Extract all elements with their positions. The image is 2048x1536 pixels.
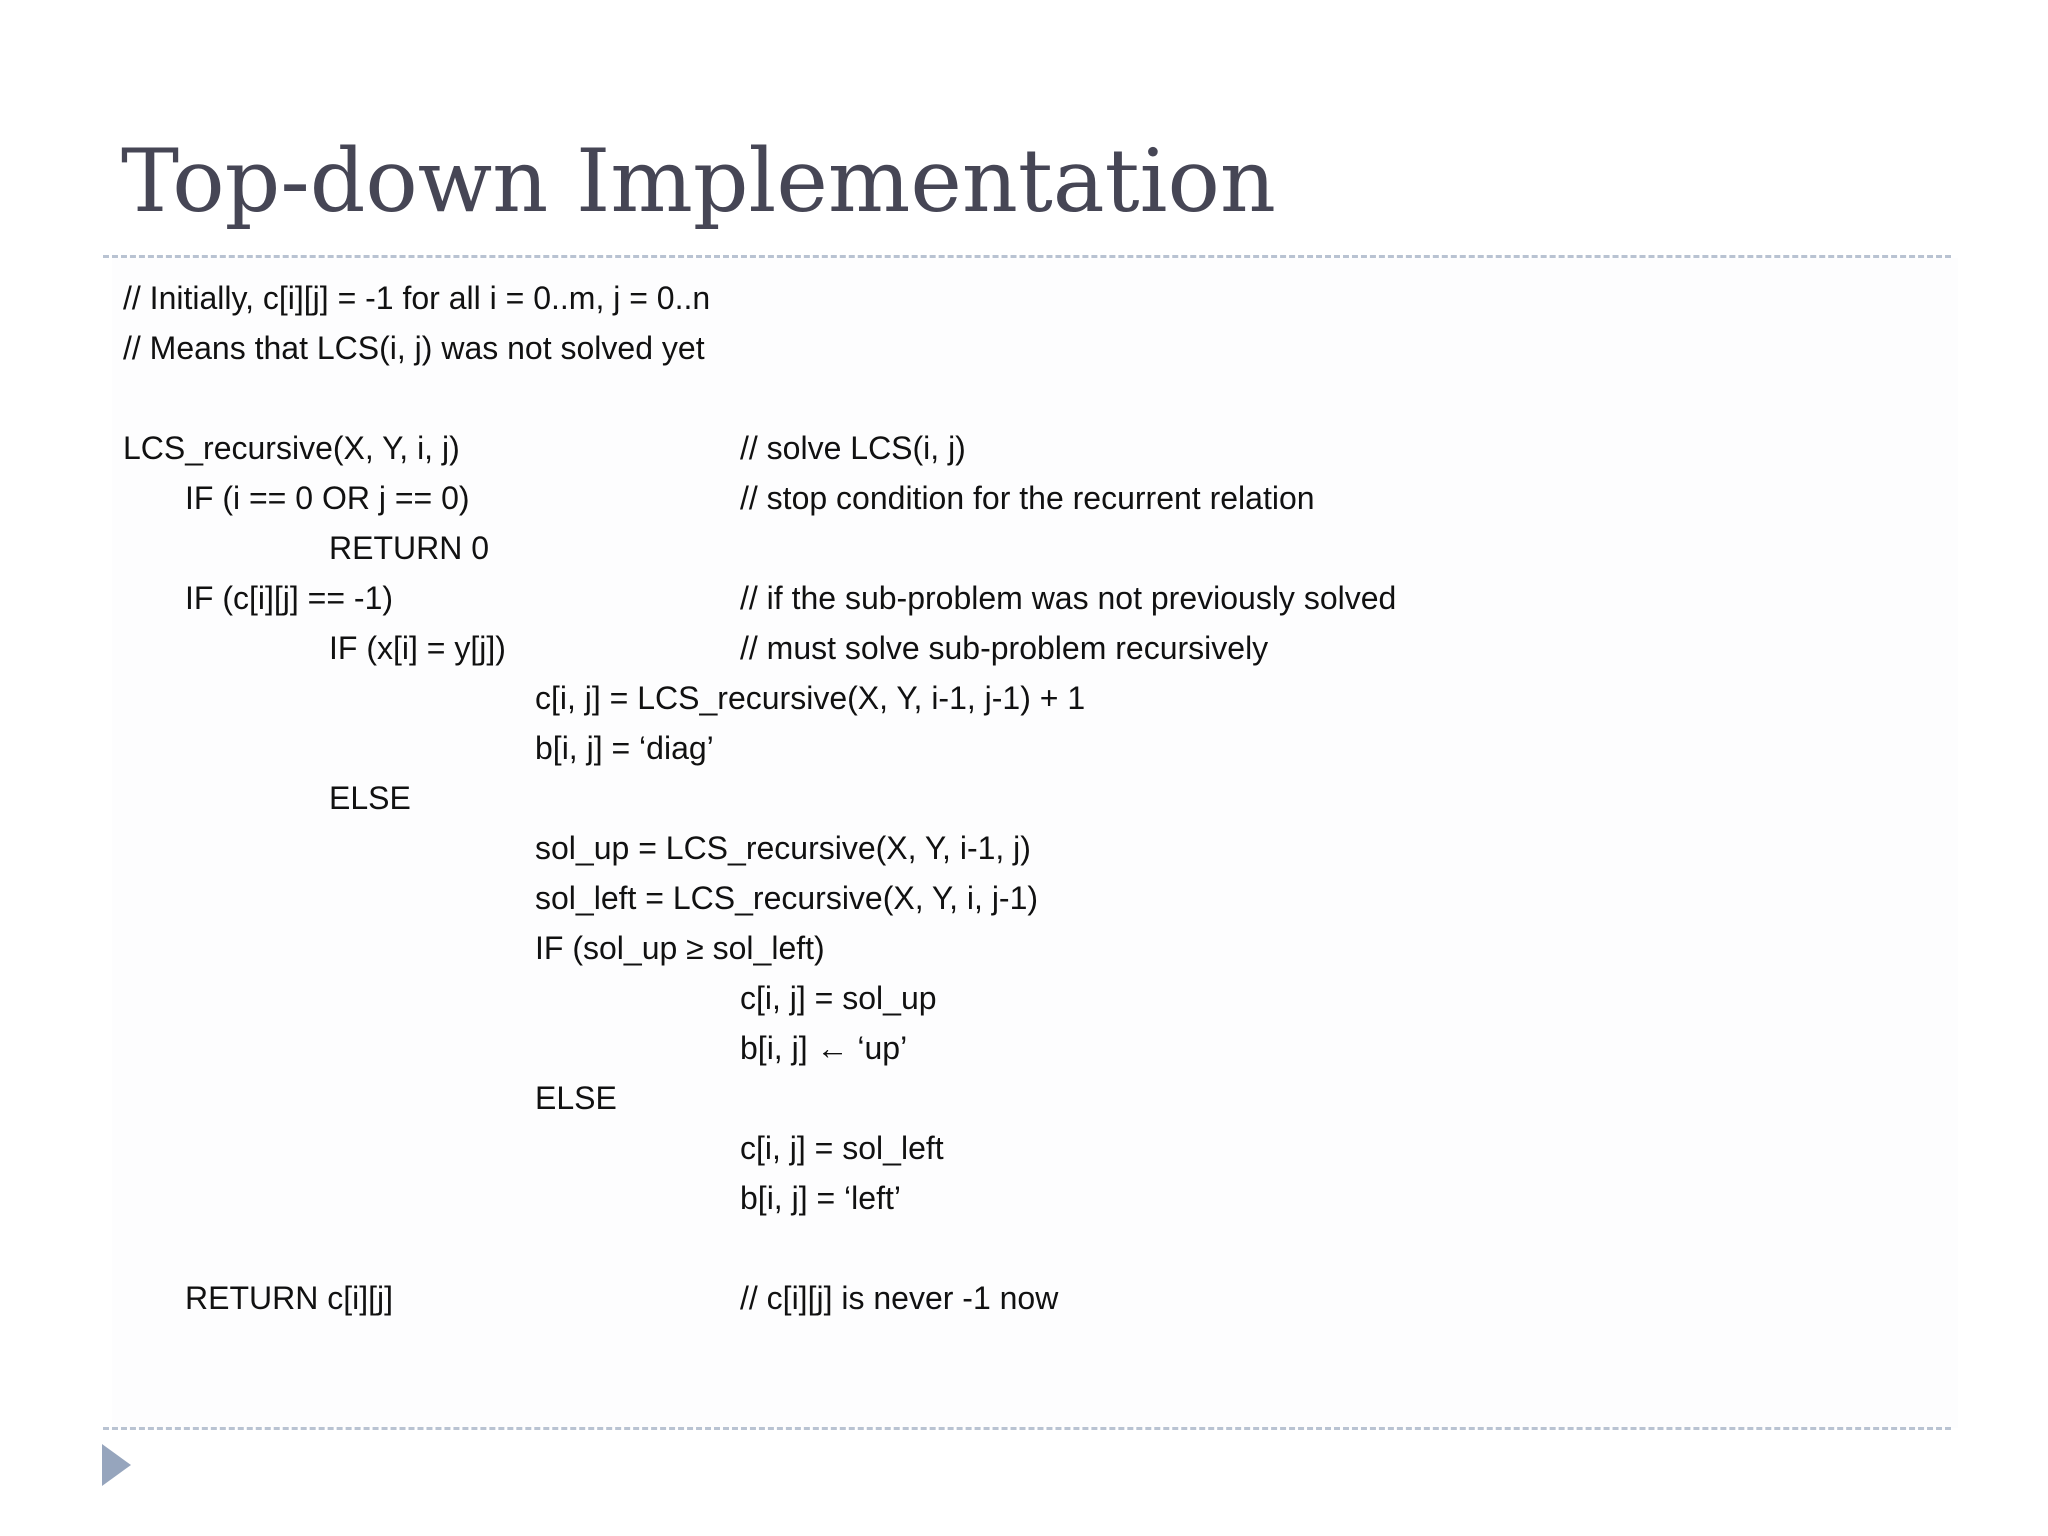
title-divider	[103, 255, 1951, 258]
code-comment-not-solved: // if the sub-problem was not previously solved	[740, 580, 1397, 616]
code-line-function-header: LCS_recursive(X, Y, i, j)	[123, 430, 460, 466]
code-line-c-up: c[i, j] = sol_up	[740, 980, 937, 1016]
code-line-else-inner: ELSE	[535, 1080, 617, 1116]
slide-title: Top-down Implementation	[121, 130, 1276, 232]
comment-line-initially: // Initially, c[i][j] = -1 for all i = 0..m, j = 0..n	[123, 280, 711, 316]
code-comment-never-minus-one: // c[i][j] is never -1 now	[740, 1280, 1059, 1316]
comment-line-means: // Means that LCS(i, j) was not solved yet	[123, 330, 705, 366]
code-line-else-outer: ELSE	[329, 780, 411, 816]
code-comment-stop: // stop condition for the recurrent relation	[740, 480, 1315, 516]
code-line-sol-left: sol_left = LCS_recursive(X, Y, i, j-1)	[535, 880, 1039, 916]
code-line-if-base: IF (i == 0 OR j == 0)	[185, 480, 470, 516]
code-line-b-left: b[i, j] = ‘left’	[740, 1180, 901, 1216]
code-line-sol-up: sol_up = LCS_recursive(X, Y, i-1, j)	[535, 830, 1031, 866]
code-line-return-c: RETURN c[i][j]	[185, 1280, 393, 1316]
code-line-if-unsolved: IF (c[i][j] == -1)	[185, 580, 394, 616]
code-line-if-match: IF (x[i] = y[j])	[329, 630, 506, 666]
code-comment-must-solve: // must solve sub-problem recursively	[740, 630, 1269, 666]
code-line-b-up: b[i, j] ← ‘up’	[740, 1030, 908, 1066]
code-line-c-diag: c[i, j] = LCS_recursive(X, Y, i-1, j-1) + 1	[535, 680, 1086, 716]
code-line-c-left: c[i, j] = sol_left	[740, 1130, 944, 1166]
play-triangle-icon	[102, 1444, 131, 1486]
code-line-return-0: RETURN 0	[329, 530, 490, 566]
code-comment-solve: // solve LCS(i, j)	[740, 430, 966, 466]
footer-divider	[103, 1427, 1951, 1430]
code-line-b-diag: b[i, j] = ‘diag’	[535, 730, 714, 766]
code-line-if-compare: IF (sol_up ≥ sol_left)	[535, 930, 825, 966]
